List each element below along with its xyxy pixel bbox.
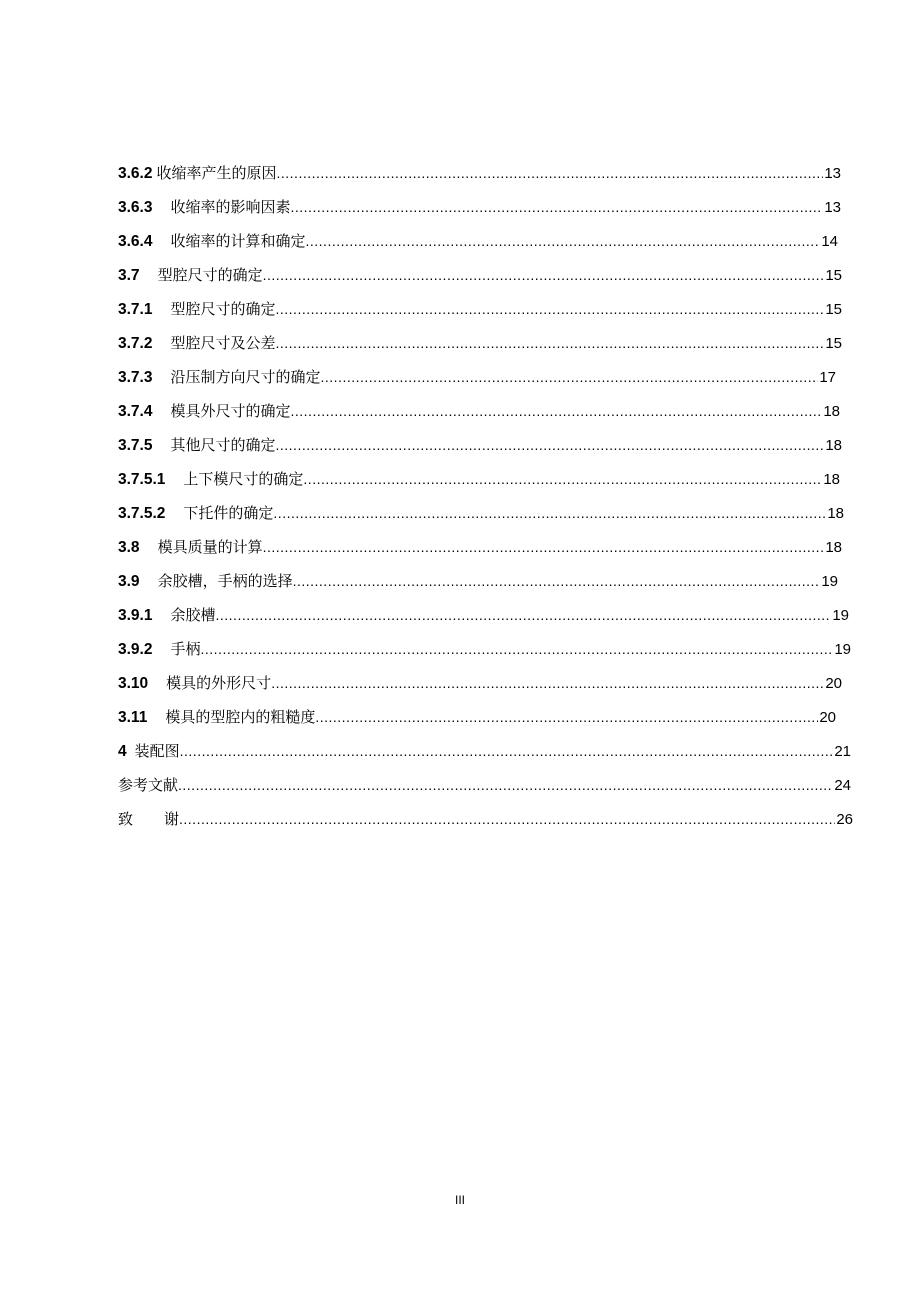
toc-entry-title: 参考文献 [118, 776, 179, 794]
toc-entry[interactable] [118, 670, 878, 704]
toc-entry-number: 3.7.2 [118, 335, 153, 352]
toc-entry-page: 19 [834, 641, 851, 658]
toc-entry[interactable] [118, 738, 878, 772]
toc-leader-dots [201, 636, 834, 662]
toc-entry-number: 3.9 [118, 573, 140, 590]
toc-entry-number: 3.11 [118, 709, 148, 726]
toc-entry-title: 其他尺寸的确定 [170, 436, 276, 454]
toc-entry-title: 收缩率的影响因素 [170, 198, 291, 216]
page-number-footer: III [454, 1193, 465, 1207]
toc-leader-dots [293, 568, 821, 594]
toc-entry-title: 收缩率的计算和确定 [170, 232, 306, 250]
toc-entry[interactable] [118, 704, 878, 738]
toc-entry-title: 余胶槽 [170, 606, 216, 624]
toc-leader-dots [276, 296, 825, 322]
toc-leader-dots [315, 704, 818, 730]
toc-entry-number: 3.9.2 [118, 641, 153, 658]
toc-entry-title: 模具的外形尺寸 [166, 674, 272, 692]
toc-entry-number: 3.7.3 [118, 369, 153, 386]
toc-entry-title: 型腔尺寸及公差 [170, 334, 276, 352]
toc-entry[interactable] [118, 466, 878, 500]
toc-entry-number: 3.8 [118, 539, 140, 556]
toc-entry[interactable] [118, 772, 878, 806]
toc-entry-page: 13 [824, 165, 841, 182]
toc-entry-number: 3.6.4 [118, 233, 153, 250]
toc-entry[interactable] [118, 568, 878, 602]
toc-entry-page: 17 [819, 369, 836, 386]
toc-leader-dots [291, 194, 824, 220]
toc-leader-dots [321, 364, 819, 390]
toc-entry-page: 18 [827, 505, 844, 522]
toc-entry-page: 21 [834, 743, 851, 760]
toc-entry[interactable] [118, 160, 878, 194]
toc-leader-dots [180, 738, 834, 764]
toc-entry-page: 26 [836, 811, 853, 828]
toc-entry-page: 20 [825, 675, 842, 692]
toc-entry-number: 3.7.5.2 [118, 505, 166, 522]
toc-entry-number: 4 [118, 743, 127, 760]
toc-entry[interactable] [118, 398, 878, 432]
toc-entry[interactable] [118, 330, 878, 364]
toc-leader-dots [277, 160, 824, 186]
table-of-contents [118, 160, 878, 840]
toc-leader-dots [263, 534, 825, 560]
toc-entry-page: 15 [825, 301, 842, 318]
toc-leader-dots [303, 466, 822, 492]
toc-entry-number: 3.6.3 [118, 199, 153, 216]
toc-entry-title: 致 谢 [118, 810, 188, 828]
toc-entry-number: 3.7.5.1 [118, 471, 166, 488]
toc-leader-dots [276, 330, 825, 356]
toc-leader-dots [276, 432, 825, 458]
toc-entry-page: 13 [824, 199, 841, 216]
toc-entry[interactable] [118, 636, 878, 670]
toc-entry-page: 18 [823, 403, 840, 420]
toc-leader-dots [263, 262, 825, 288]
toc-entry-page: 18 [823, 471, 840, 488]
toc-leader-dots [179, 806, 835, 832]
toc-entry-page: 14 [821, 233, 838, 250]
toc-entry-number: 3.7.4 [118, 403, 153, 420]
toc-entry[interactable] [118, 534, 878, 568]
toc-entry[interactable] [118, 194, 878, 228]
toc-leader-dots [306, 228, 821, 254]
toc-entry-title: 模具外尺寸的确定 [170, 402, 291, 420]
toc-entry[interactable] [118, 228, 878, 262]
toc-entry-page: 20 [819, 709, 836, 726]
toc-leader-dots [271, 670, 824, 696]
toc-entry-number: 3.6.2 [118, 165, 153, 182]
toc-entry-page: 15 [825, 267, 842, 284]
toc-entry[interactable] [118, 806, 878, 840]
toc-entry-page: 19 [821, 573, 838, 590]
toc-entry-title: 模具的型腔内的粗糙度 [165, 708, 316, 726]
toc-entry-number: 3.7.5 [118, 437, 153, 454]
toc-entry-page: 24 [834, 777, 851, 794]
toc-entry-number: 3.10 [118, 675, 149, 692]
toc-entry-page: 18 [825, 437, 842, 454]
toc-entry-title: 型腔尺寸的确定 [170, 300, 276, 318]
toc-entry-number: 3.7.1 [118, 301, 153, 318]
toc-entry-number: 3.7 [118, 267, 140, 284]
toc-entry-title: 型腔尺寸的确定 [157, 266, 263, 284]
toc-entry[interactable] [118, 602, 878, 636]
toc-leader-dots [216, 602, 832, 628]
toc-entry[interactable] [118, 296, 878, 330]
toc-entry-title: 手柄 [170, 640, 201, 658]
toc-leader-dots [178, 772, 833, 798]
toc-entry[interactable] [118, 364, 878, 398]
toc-entry[interactable] [118, 262, 878, 296]
toc-entry-title: 上下模尺寸的确定 [183, 470, 304, 488]
toc-entry-title: 装配图 [134, 742, 180, 760]
toc-entry-title: 下托件的确定 [183, 504, 274, 522]
toc-entry-page: 18 [825, 539, 842, 556]
toc-entry-page: 19 [832, 607, 849, 624]
toc-entry[interactable] [118, 500, 878, 534]
toc-leader-dots [291, 398, 823, 424]
toc-entry[interactable] [118, 432, 878, 466]
toc-entry-title: 收缩率产生的原因 [156, 164, 277, 182]
toc-entry-title: 模具质量的计算 [157, 538, 263, 556]
toc-entry-title: 沿压制方向尺寸的确定 [170, 368, 321, 386]
toc-entry-title: 余胶槽，手柄的选择 [157, 572, 293, 590]
toc-entry-page: 15 [825, 335, 842, 352]
toc-leader-dots [273, 500, 826, 526]
toc-entry-number: 3.9.1 [118, 607, 153, 624]
